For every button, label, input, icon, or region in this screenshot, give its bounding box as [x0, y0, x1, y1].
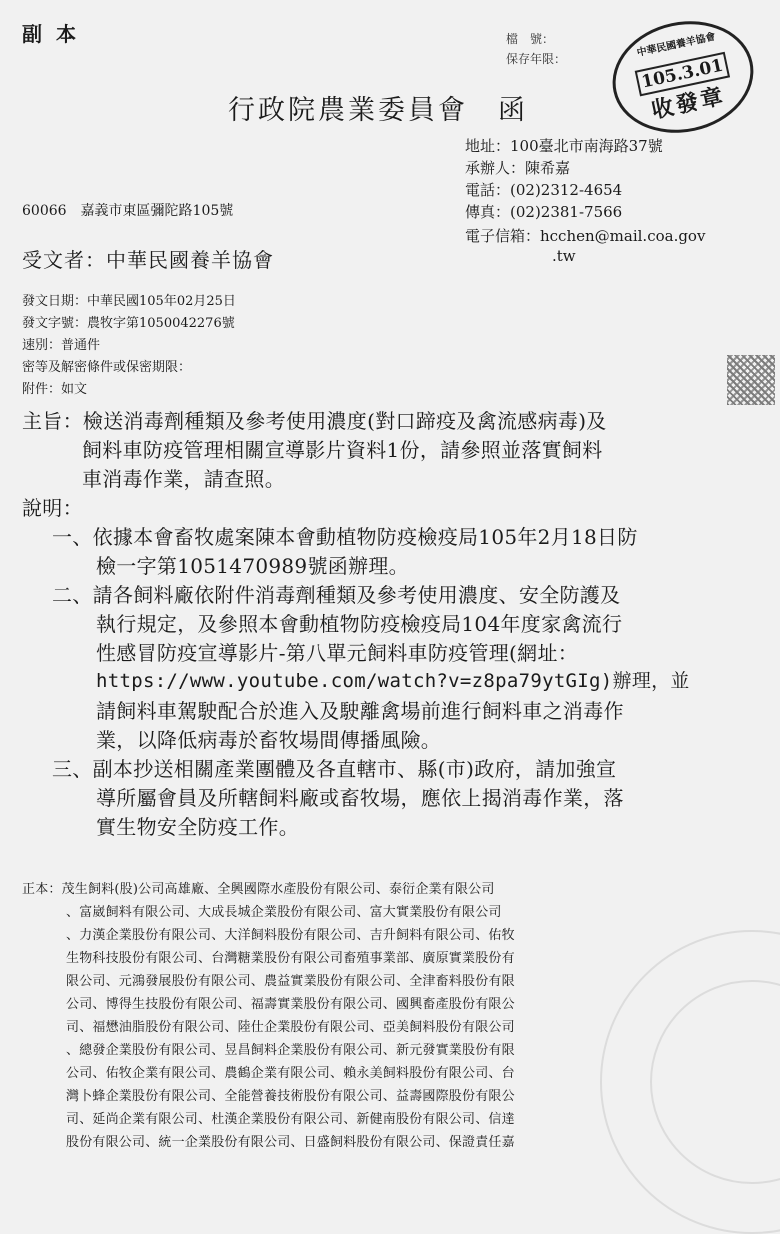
explanation-item: 一、依據本會畜牧處案陳本會動植物防疫檢疫局105年2月18日防 [52, 525, 638, 549]
subject-line: 飼料車防疫管理相關宣導影片資料1份，請參照並落實飼料 [82, 438, 603, 462]
distribution-line: 灣卜蜂企業股份有限公司、全能營養技術股份有限公司、益壽國際股份有限公 [66, 1089, 515, 1104]
distribution-line: 股份有限公司、統一企業股份有限公司、日盛飼料股份有限公司、保證責任嘉 [66, 1135, 515, 1150]
recipient: 受文者：中華民國養羊協會 [22, 248, 274, 272]
issue-date: 發文日期：中華民國105年02月25日 [22, 294, 236, 309]
distribution-line: 、總發企業股份有限公司、昱昌飼料企業股份有限公司、新元發實業股份有限 [66, 1043, 515, 1058]
barcode-icon [727, 355, 775, 405]
contact-email-cont: .tw [552, 247, 576, 265]
speed-class: 速別：普通件 [22, 338, 101, 353]
contact-email: 電子信箱：hcchen@mail.coa.gov [465, 227, 706, 245]
distribution-line: 公司、博得生技股份有限公司、福壽實業股份有限公司、國興畜產股份有限公 [66, 997, 515, 1012]
distribution-line: 公司、佑牧企業有限公司、農鶴企業有限公司、賴永美飼料股份有限公司、台 [66, 1066, 515, 1081]
copy-label: 副本 [22, 22, 90, 46]
watermark-ring-outer [600, 930, 780, 1234]
distribution-line: 限公司、元鴻發展股份有限公司、農益實業股份有限公司、全津畜料股份有限 [66, 974, 515, 989]
contact-fax: 傳真：(02)2381-7566 [465, 203, 623, 221]
received-stamp [602, 8, 764, 145]
distribution-line: 司、福懋油脂股份有限公司、陸仕企業股份有限公司、亞美飼料股份有限公司 [66, 1020, 515, 1035]
secrecy-level: 密等及解密條件或保密期限： [22, 360, 192, 375]
explanation-item: 性感冒防疫宣導影片-第八單元飼料車防疫管理(網址： [96, 641, 579, 665]
attachment: 附件：如文 [22, 382, 88, 397]
document-number: 發文字號：農牧字第1050042276號 [22, 316, 235, 331]
stamp-org-text: 中華民國養羊協會 [635, 31, 717, 59]
stamp-date: 105.3.01 [635, 52, 730, 97]
distribution-line: 、富崴飼料有限公司、大成長城企業股份有限公司、富大實業股份有限公司 [66, 905, 502, 920]
contact-address: 地址：100臺北市南海路37號 [465, 137, 663, 155]
distribution-line: 、力漢企業股份有限公司、大洋飼料股份有限公司、吉升飼料有限公司、佑牧 [66, 928, 515, 943]
document-title: 行政院農業委員會 函 [228, 95, 528, 126]
explanation-item: 業，以降低病毒於畜牧場間傳播風險。 [96, 728, 442, 752]
subject-line: 車消毒作業，請查照。 [82, 467, 285, 491]
explanation-item: 執行規定，及參照本會動植物防疫檢疫局104年度家禽流行 [96, 612, 623, 636]
distribution-line: 司、延尚企業有限公司、杜漢企業股份有限公司、新健南股份有限公司、信達 [66, 1112, 515, 1127]
watermark-ring-inner [650, 980, 780, 1184]
stamp-label: 收發章 [649, 82, 728, 124]
explanation-item: 請飼料車駕駛配合於進入及駛離禽場前進行飼料車之消毒作 [96, 699, 624, 723]
distribution-line: 生物科技股份有限公司、台灣糖業股份有限公司畜殖事業部、廣原實業股份有 [66, 951, 515, 966]
retention-label: 保存年限： [506, 52, 567, 66]
explanation-item: 二、請各飼料廠依附件消毒劑種類及參考使用濃度、安全防護及 [52, 583, 621, 607]
contact-handler: 承辦人：陳希嘉 [465, 159, 571, 177]
receiver-address: 60066 嘉義市東區彌陀路105號 [22, 203, 234, 219]
explanation-item: https://www.youtube.com/watch?v=z8pa79ytGIg)辦理，並 [96, 670, 690, 692]
explanation-item: 檢一字第1051470989號函辦理。 [96, 554, 409, 578]
explanation-label: 說明： [22, 496, 83, 520]
explanation-item: 三、副本抄送相關產業團體及各直轄市、縣(市)政府，請加強宣 [52, 757, 617, 781]
subject-line: 主旨：檢送消毒劑種類及參考使用濃度(對口蹄疫及禽流感病毒)及 [22, 409, 607, 433]
explanation-item: 導所屬會員及所轄飼料廠或畜牧場，應依上揭消毒作業，落 [96, 786, 624, 810]
explanation-item: 實生物安全防疫工作。 [96, 815, 299, 839]
contact-phone: 電話：(02)2312-4654 [465, 181, 623, 199]
distribution-line: 正本：茂生飼料(股)公司高雄廠、全興國際水產股份有限公司、泰衍企業有限公司 [22, 882, 495, 897]
file-number-label: 檔 號： [506, 32, 555, 46]
